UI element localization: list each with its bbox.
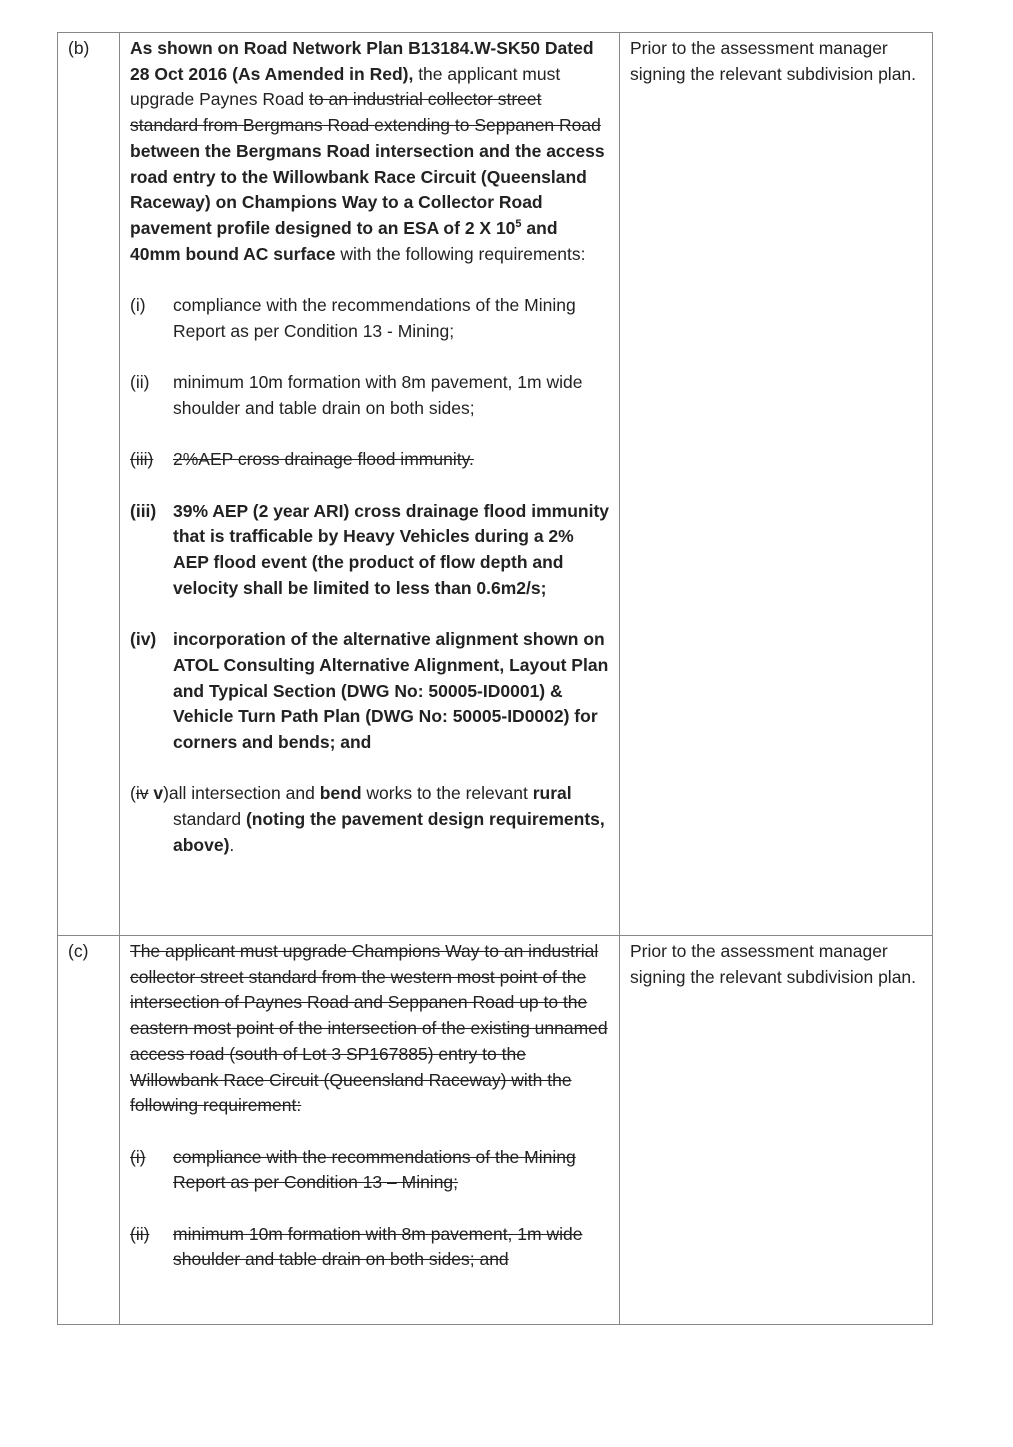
condition-label: (c) [58,936,120,1325]
condition-timing: Prior to the assessment manager signing the relevant subdivision plan. [620,936,933,1325]
item-number: (ii) [130,372,150,393]
intro-bold-text: As shown on Road Network Plan B13184.W-SK50 Dated 28 Oct 2016 (As Amended in Red), [130,38,594,84]
conditions-table [57,32,933,1325]
item-text: compliance with the recommendations of the Mining Report as per Condition 13 - Mining; [173,295,576,341]
inserted-text: rural [532,783,572,804]
condition-body [120,936,620,1325]
item-text: incorporation of the alternative alignment shown on ATOL Consulting Alternative Alignment, Layout Plan and Typical Section (DWG No: 50005-ID0001) & Vehicle Turn Path Plan (DWG No: 50005-ID0002) for corners and bends; and [173,629,609,752]
item-number: ) [163,783,169,804]
item-number: (iii) [130,500,157,521]
inserted-text: v [148,783,164,804]
condition-timing: Prior to the assessment manager signing the relevant subdivision plan. [620,33,933,936]
inserted-text: and 40mm bound AC surface [130,217,558,264]
item-text: 39% AEP (2 year ARI) cross drainage flood immunity that is trafficable by Heavy Vehicles during a 2% AEP flood event (the product of flow depth and velocity shall be limited to less than 0.6m2/s; [173,500,610,598]
condition-intro [130,36,611,267]
list-item-amended [130,781,611,858]
condition-body [120,33,620,936]
list-item-deleted [130,1222,611,1273]
item-number: (ii) [130,1223,150,1244]
item-number: (i) [130,295,146,316]
list-item-deleted [130,447,611,473]
item-number: ( [130,783,136,804]
inserted-text: bend [319,783,362,804]
list-item [130,293,611,344]
list-item-deleted [130,1145,611,1196]
item-text: . [229,834,235,855]
list-item-inserted [130,627,611,756]
item-text: standard [173,809,246,829]
item-text: 2%AEP cross drainage flood immunity. [173,449,474,470]
condition-row-c [58,936,933,1325]
item-text: minimum 10m formation with 8m pavement, 1m wide shoulder and table drain on both sides; and [173,1223,583,1270]
item-number: (i) [130,1146,146,1167]
condition-intro-deleted: The applicant must upgrade Champions Way to an industrial collector street standard from the western most point of the intersection of Paynes Road and Seppanen Road up to the eastern most point of the intersection of the existing unnamed access road (south of Lot 3 SP167885) entry to the Willowbank Race Circuit (Queensland Raceway) with the following requirement: [130,941,608,1116]
inserted-text: (noting the pavement design requirements, above) [173,809,605,855]
item-text: works to the relevant [361,783,533,804]
list-item [130,370,611,421]
item-text: compliance with the recommendations of the Mining Report as per Condition 13 – Mining; [173,1146,576,1193]
item-number: (iv) [130,629,157,650]
item-number: (iii) [130,449,154,470]
condition-row-b [58,33,933,936]
inserted-text: between the Bergmans Road intersection and the access road entry to the Willowbank Race Circuit (Queensland Raceway) on Champions Way to a Collector Road pavement profile designed to an ESA of 2 X 10 [130,140,605,238]
intro-text: with the following requirements: [335,243,586,264]
item-text: minimum 10m formation with 8m pavement, 1m wide shoulder and table drain on both sides; [173,372,583,418]
condition-label: (b) [58,33,120,936]
intro-text: the applicant must upgrade Paynes Road [130,63,561,110]
item-text: all intersection and [168,783,320,804]
list-item-inserted [130,499,611,602]
superscript: 5 [515,217,522,230]
deleted-text: iv [135,783,149,804]
deleted-text: to an industrial collector street standard from Bergmans Road extending to Seppanen Road [130,89,601,136]
